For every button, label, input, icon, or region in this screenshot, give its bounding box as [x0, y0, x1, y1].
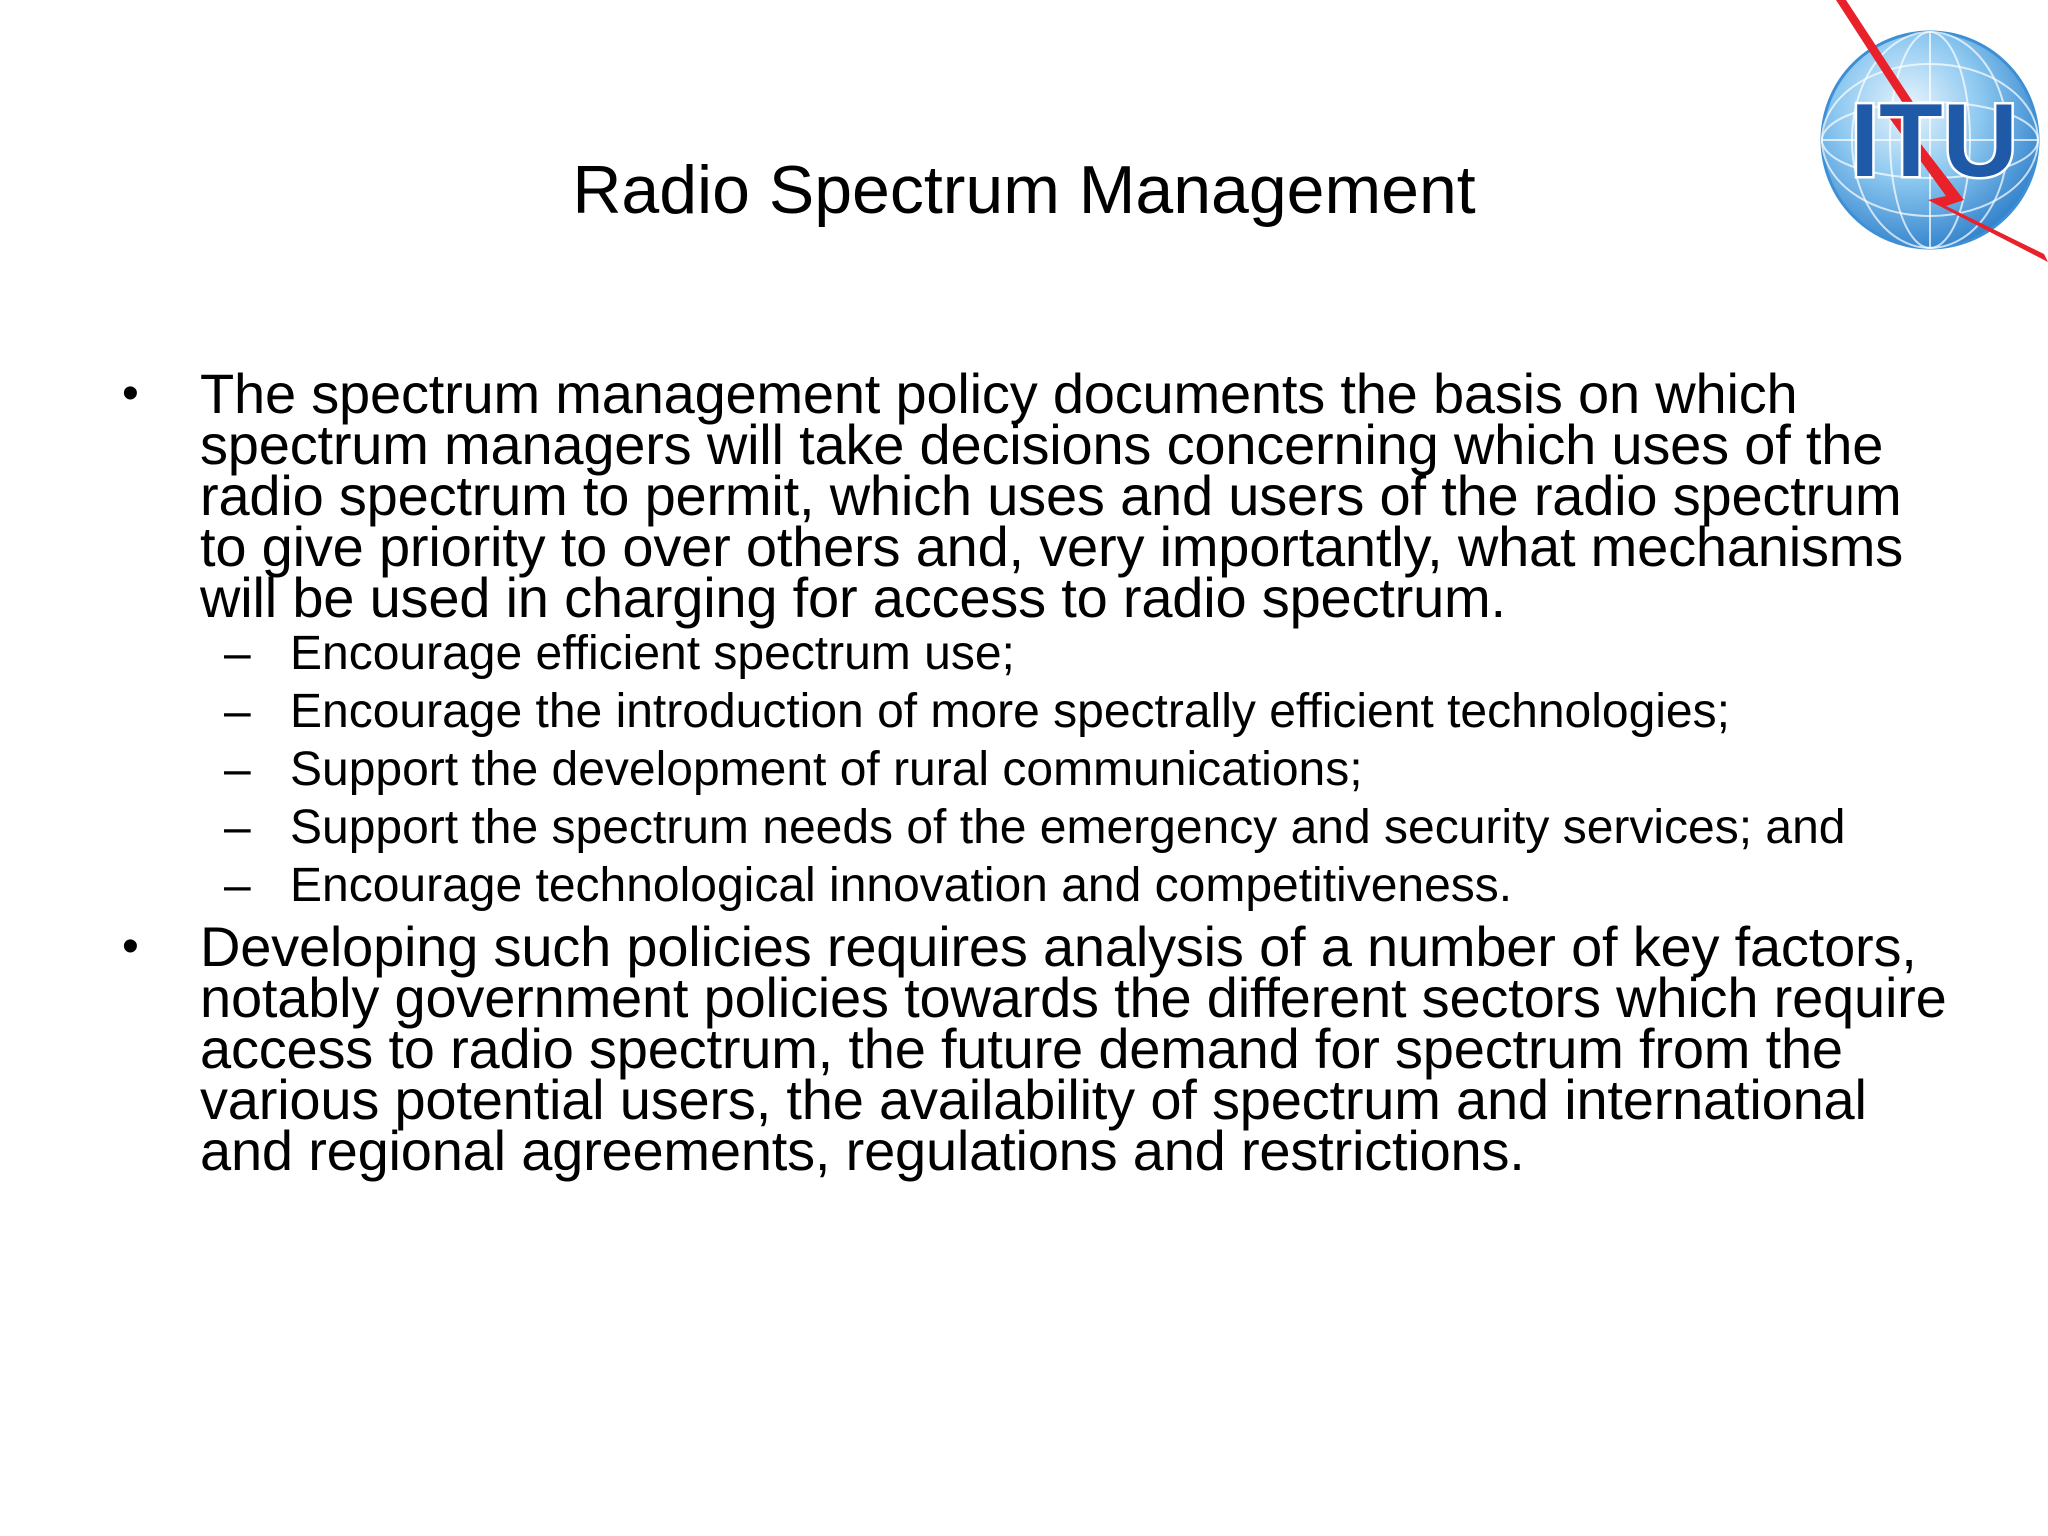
sub-bullet-5	[120, 859, 2010, 912]
bullet-1-text: The spectrum management policy documents the basis on which spectrum managers will take decisions concerning which uses of the radio spectrum to permit, which uses and users of the radio spectrum to give priority to over others and, very importantly, what mechanisms will be used in charging for access to radio spectrum.	[200, 362, 1903, 629]
sub-bullet-marker: –	[224, 627, 251, 680]
slide-title: Radio Spectrum Management	[572, 152, 1476, 228]
sub-bullet-4	[120, 801, 2010, 854]
sub-bullet-text: Encourage the introduction of more spectrally efficient technologies;	[290, 685, 1730, 738]
bullet-marker: •	[122, 367, 139, 420]
sub-bullet-marker: –	[224, 685, 251, 738]
sub-bullet-marker: –	[224, 743, 251, 796]
sub-bullet-text: Encourage technological innovation and competitiveness.	[290, 859, 1513, 912]
bullet-marker: •	[122, 920, 139, 973]
bullet-2-text: Developing such policies requires analysis of a number of key factors, notably government policies towards the different sectors which require access to radio spectrum, the future demand for spectrum from the various potential users, the availability of spectrum and international and regional agreements, regulations and restrictions.	[200, 915, 1947, 1182]
sub-bullet-text: Support the development of rural communications;	[290, 743, 1363, 796]
sub-bullet-3	[120, 743, 2010, 796]
sub-bullet-marker: –	[224, 801, 251, 854]
itu-globe-logo-icon	[1796, 0, 2048, 262]
sub-bullet-text: Encourage efficient spectrum use;	[290, 627, 1015, 680]
logo-text: ITU	[1850, 83, 2018, 199]
sub-bullet-text: Support the spectrum needs of the emergency and security services; and	[290, 801, 1846, 854]
sub-bullet-2	[120, 685, 2010, 738]
sub-bullet-1	[120, 627, 2010, 680]
sub-bullet-list	[120, 627, 1920, 912]
bullet-1	[120, 362, 1920, 629]
bullet-2	[120, 915, 1947, 1182]
slide-body	[120, 362, 1947, 1182]
sub-bullet-marker: –	[224, 859, 251, 912]
